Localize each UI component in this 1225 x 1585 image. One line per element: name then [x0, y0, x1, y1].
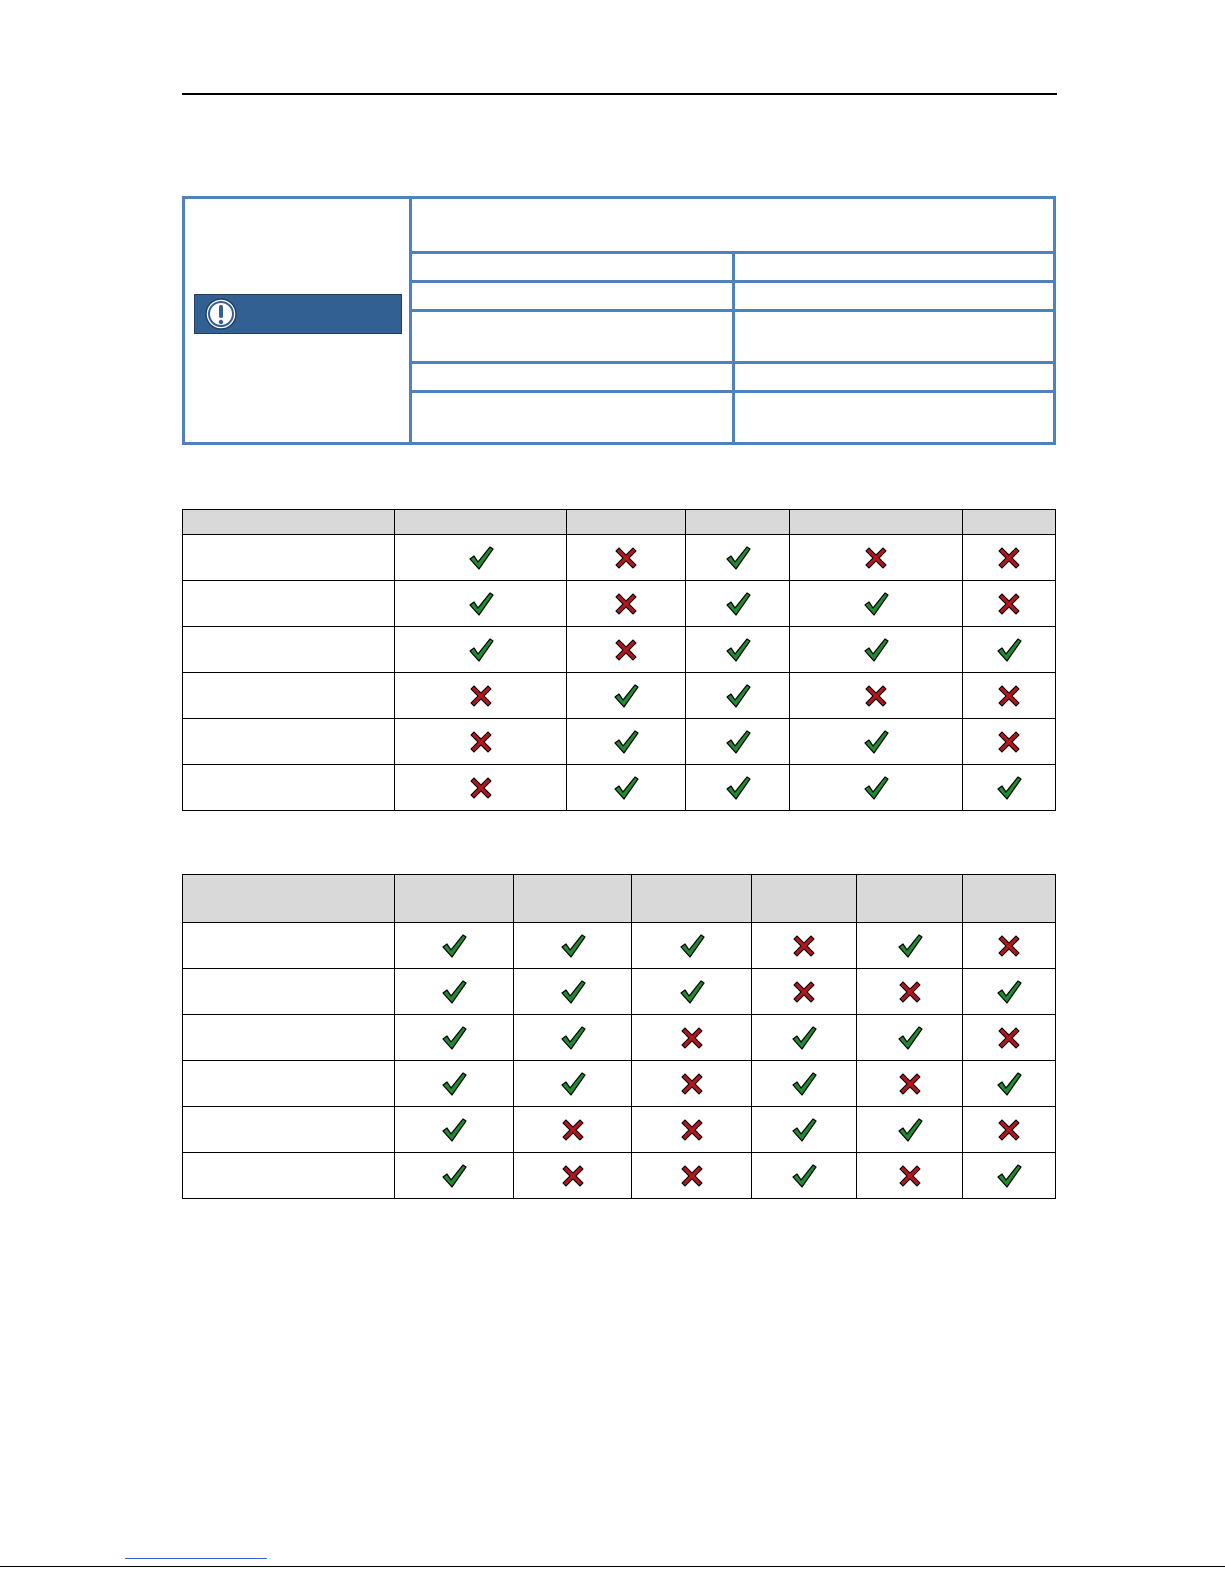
- row-label-cell: [183, 765, 395, 811]
- status-cell: [567, 765, 686, 811]
- table-row: [183, 1015, 1056, 1061]
- status-cell: [963, 1061, 1056, 1107]
- check-icon: [440, 932, 468, 960]
- check-icon: [612, 728, 640, 756]
- status-cell: [857, 923, 963, 969]
- status-cell: [632, 1061, 752, 1107]
- status-cell: [395, 1015, 514, 1061]
- status-cell: [514, 1107, 632, 1153]
- status-cell: [963, 1015, 1056, 1061]
- cross-icon: [790, 978, 818, 1006]
- table-row: [183, 673, 1056, 719]
- table-row: [183, 719, 1056, 765]
- row-label-cell: [183, 581, 395, 627]
- header-cell: [395, 875, 514, 923]
- check-icon: [612, 774, 640, 802]
- cross-icon: [862, 544, 890, 572]
- check-icon: [559, 978, 587, 1006]
- header-rule: [182, 93, 1057, 95]
- status-cell: [790, 765, 963, 811]
- notice-row: [412, 280, 1053, 309]
- status-cell: [567, 581, 686, 627]
- notice-row: [412, 309, 1053, 361]
- status-cell: [752, 1061, 857, 1107]
- status-cell: [567, 673, 686, 719]
- status-cell: [752, 969, 857, 1015]
- cross-icon: [995, 682, 1023, 710]
- status-cell: [567, 535, 686, 581]
- cross-icon: [467, 728, 495, 756]
- row-label-cell: [183, 923, 395, 969]
- notice-banner: [194, 294, 402, 334]
- table-header-row: [183, 875, 1056, 923]
- status-cell: [395, 923, 514, 969]
- status-cell: [752, 1153, 857, 1199]
- check-icon: [724, 728, 752, 756]
- status-cell: [963, 765, 1056, 811]
- header-cell: [632, 875, 752, 923]
- status-cell: [395, 969, 514, 1015]
- check-icon: [724, 636, 752, 664]
- status-cell: [752, 923, 857, 969]
- check-icon: [440, 978, 468, 1006]
- check-icon: [995, 978, 1023, 1006]
- check-icon: [440, 1070, 468, 1098]
- status-cell: [514, 1061, 632, 1107]
- status-cell: [790, 627, 963, 673]
- check-icon: [559, 932, 587, 960]
- cross-icon: [862, 682, 890, 710]
- header-cell: [857, 875, 963, 923]
- check-icon: [995, 1162, 1023, 1190]
- notice-left-panel: [185, 199, 412, 442]
- row-label-cell: [183, 1061, 395, 1107]
- status-cell: [514, 1015, 632, 1061]
- row-label-cell: [183, 673, 395, 719]
- status-cell: [395, 535, 567, 581]
- header-cell: [963, 875, 1056, 923]
- status-cell: [514, 969, 632, 1015]
- check-icon: [724, 544, 752, 572]
- cross-icon: [995, 1024, 1023, 1052]
- notice-right-panel: [412, 199, 1053, 442]
- check-icon: [790, 1116, 818, 1144]
- check-icon: [862, 590, 890, 618]
- notice-row: [412, 361, 1053, 390]
- check-icon: [995, 774, 1023, 802]
- cross-icon: [678, 1024, 706, 1052]
- check-icon: [995, 636, 1023, 664]
- check-icon: [724, 682, 752, 710]
- check-icon: [559, 1070, 587, 1098]
- status-cell: [395, 1061, 514, 1107]
- table-row: [183, 1107, 1056, 1153]
- status-cell: [395, 719, 567, 765]
- cross-icon: [678, 1070, 706, 1098]
- cross-icon: [995, 1116, 1023, 1144]
- check-icon: [612, 682, 640, 710]
- cross-icon: [896, 1070, 924, 1098]
- header-cell: [183, 510, 395, 535]
- cross-icon: [678, 1162, 706, 1190]
- cross-icon: [995, 590, 1023, 618]
- cross-icon: [612, 636, 640, 664]
- cross-icon: [896, 1162, 924, 1190]
- status-cell: [790, 719, 963, 765]
- cross-icon: [612, 544, 640, 572]
- exclamation-icon: [204, 297, 238, 331]
- table-header-row: [183, 510, 1056, 535]
- status-cell: [514, 1153, 632, 1199]
- status-cell: [395, 765, 567, 811]
- status-cell: [752, 1107, 857, 1153]
- status-cell: [963, 923, 1056, 969]
- cross-icon: [896, 978, 924, 1006]
- check-icon: [467, 590, 495, 618]
- row-label-cell: [183, 1015, 395, 1061]
- status-cell: [632, 1015, 752, 1061]
- header-cell: [567, 510, 686, 535]
- status-cell: [686, 719, 790, 765]
- check-icon: [862, 636, 890, 664]
- check-icon: [995, 1070, 1023, 1098]
- status-cell: [567, 627, 686, 673]
- check-icon: [559, 1024, 587, 1052]
- compatibility-table-2: [182, 874, 1056, 1199]
- status-cell: [963, 673, 1056, 719]
- status-cell: [686, 581, 790, 627]
- status-cell: [686, 535, 790, 581]
- row-label-cell: [183, 535, 395, 581]
- table-row: [183, 627, 1056, 673]
- footer-rule: [0, 1566, 1225, 1567]
- row-label-cell: [183, 969, 395, 1015]
- check-icon: [790, 1162, 818, 1190]
- cross-icon: [995, 728, 1023, 756]
- notice-row: [412, 251, 1053, 280]
- status-cell: [686, 765, 790, 811]
- status-cell: [567, 719, 686, 765]
- check-icon: [440, 1162, 468, 1190]
- status-cell: [752, 1015, 857, 1061]
- status-cell: [395, 627, 567, 673]
- table-row: [183, 1061, 1056, 1107]
- header-cell: [514, 875, 632, 923]
- status-cell: [857, 1015, 963, 1061]
- table-row: [183, 535, 1056, 581]
- status-cell: [857, 1061, 963, 1107]
- status-cell: [686, 627, 790, 673]
- check-icon: [678, 978, 706, 1006]
- status-cell: [790, 581, 963, 627]
- status-cell: [963, 1153, 1056, 1199]
- header-cell: [963, 510, 1056, 535]
- check-icon: [790, 1024, 818, 1052]
- row-label-cell: [183, 719, 395, 765]
- check-icon: [896, 932, 924, 960]
- table-row: [183, 581, 1056, 627]
- cross-icon: [790, 932, 818, 960]
- check-icon: [724, 774, 752, 802]
- status-cell: [857, 1107, 963, 1153]
- status-cell: [857, 969, 963, 1015]
- check-icon: [862, 728, 890, 756]
- status-cell: [963, 1107, 1056, 1153]
- check-icon: [467, 636, 495, 664]
- check-icon: [440, 1116, 468, 1144]
- status-cell: [790, 535, 963, 581]
- status-cell: [632, 1107, 752, 1153]
- cross-icon: [678, 1116, 706, 1144]
- status-cell: [963, 969, 1056, 1015]
- status-cell: [632, 923, 752, 969]
- header-cell: [790, 510, 963, 535]
- status-cell: [857, 1153, 963, 1199]
- check-icon: [678, 932, 706, 960]
- compatibility-table-1: [182, 509, 1056, 811]
- status-cell: [395, 673, 567, 719]
- cross-icon: [467, 774, 495, 802]
- status-cell: [395, 1153, 514, 1199]
- status-cell: [395, 581, 567, 627]
- cross-icon: [612, 590, 640, 618]
- status-cell: [686, 673, 790, 719]
- check-icon: [896, 1024, 924, 1052]
- status-cell: [632, 1153, 752, 1199]
- header-cell: [752, 875, 857, 923]
- status-cell: [514, 923, 632, 969]
- row-label-cell: [183, 1153, 395, 1199]
- status-cell: [395, 1107, 514, 1153]
- table-row: [183, 923, 1056, 969]
- notice-row: [412, 390, 1053, 442]
- status-cell: [963, 581, 1056, 627]
- check-icon: [790, 1070, 818, 1098]
- status-cell: [790, 673, 963, 719]
- header-cell: [395, 510, 567, 535]
- footer-link-underline: [125, 1558, 267, 1559]
- cross-icon: [559, 1162, 587, 1190]
- status-cell: [963, 719, 1056, 765]
- row-label-cell: [183, 627, 395, 673]
- header-cell: [183, 875, 395, 923]
- cross-icon: [559, 1116, 587, 1144]
- table-row: [183, 765, 1056, 811]
- check-icon: [862, 774, 890, 802]
- notice-box: [182, 196, 1056, 445]
- status-cell: [963, 535, 1056, 581]
- table-row: [183, 969, 1056, 1015]
- row-label-cell: [183, 1107, 395, 1153]
- table-row: [183, 1153, 1056, 1199]
- cross-icon: [467, 682, 495, 710]
- header-cell: [686, 510, 790, 535]
- check-icon: [724, 590, 752, 618]
- status-cell: [632, 969, 752, 1015]
- check-icon: [440, 1024, 468, 1052]
- status-cell: [963, 627, 1056, 673]
- cross-icon: [995, 544, 1023, 572]
- check-icon: [467, 544, 495, 572]
- cross-icon: [995, 932, 1023, 960]
- check-icon: [896, 1116, 924, 1144]
